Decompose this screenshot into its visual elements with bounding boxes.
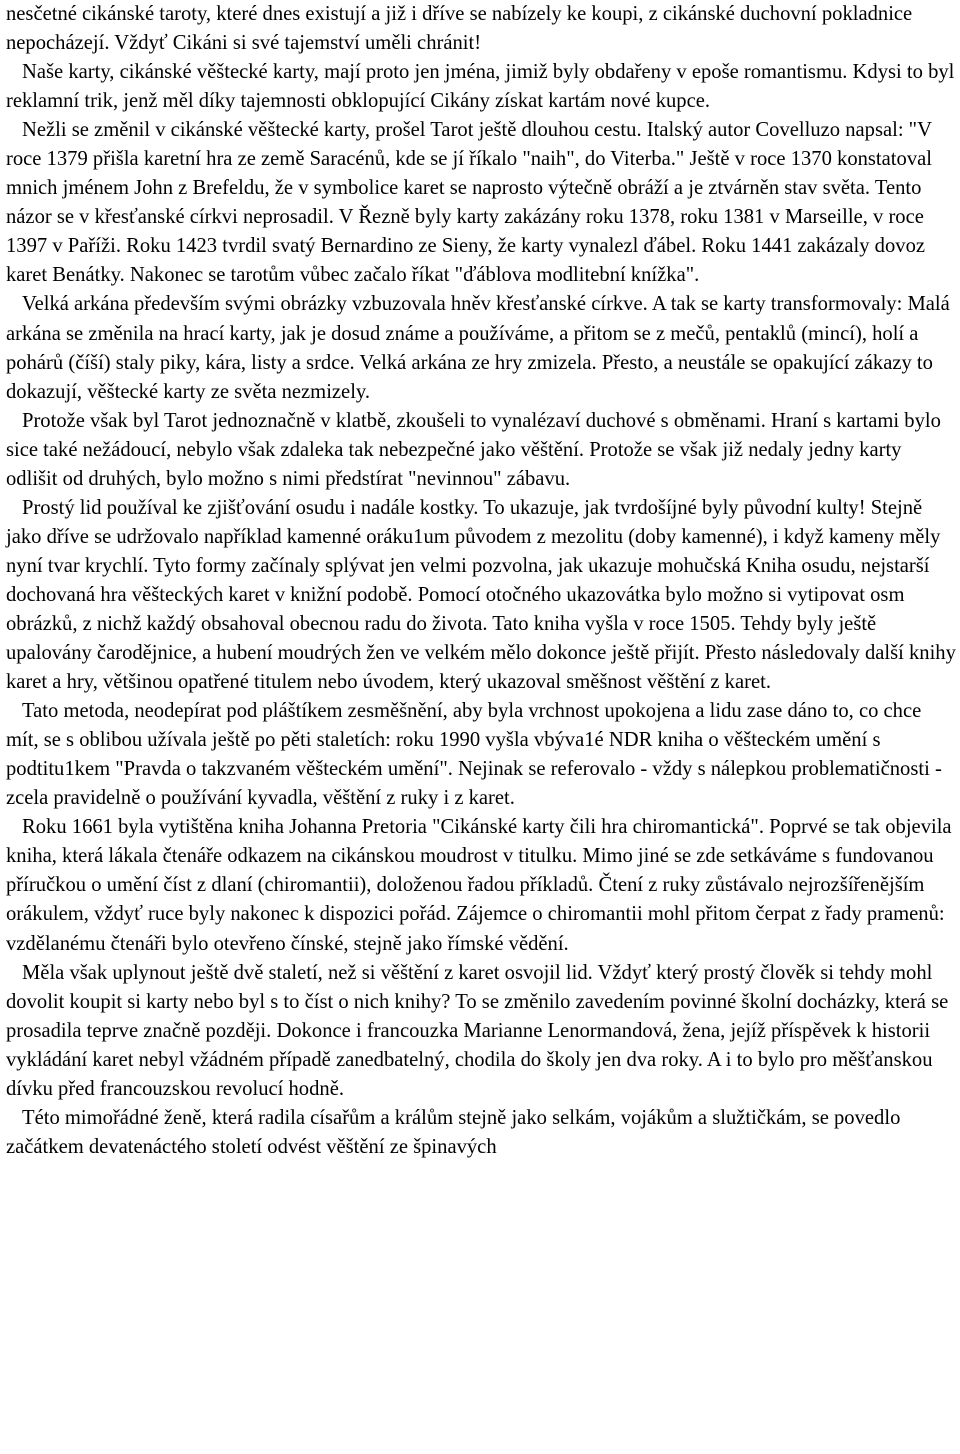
paragraph-4: Velká arkána především svými obrázky vzbuzovala hněv křesťanské církve. A tak se karty transformovaly: Malá arkána se změnila na hrací karty, jak je dosud známe a používáme, a přitom se z mečů, pentaklů (mincí), holí a pohárů (číší) staly piky, kára, listy a srdce. Velká arkána ze hry zmizela. Přesto, a neustále se opakující zákazy to dokazují, věštecké karty ze světa nezmizely. bbox=[6, 293, 950, 403]
paragraph-7: Tato metoda, neodepírat pod pláštíkem zesměšnění, aby byla vrchnost upokojena a lidu zase dáno to, co chce mít, se s oblibou užívala ještě po pěti staletích: roku 1990 vyšla vbýva1é NDR kniha o věšteckém umění s podtitu1kem "Pravda o takzvaném věšteckém umění". Nejinak se referovalo - vždy s nálepkou problematičnosti - zcela pravidelně o používání kyvadla, věštění z ruky i z karet. bbox=[6, 700, 942, 810]
paragraph-9: Měla však uplynout ještě dvě staletí, než si věštění z karet osvojil lid. Vždyť který prostý člověk si tehdy mohl dovolit koupit si karty nebo byl s to číst o nich knihy? To se změnilo zavedením povinné školní docházky, která se prosadila teprve značně později. Dokonce i francouzka Marianne Lenormandová, žena, jejíž příspěvek k historii vykládání karet nebyl vžádném případě zanedbatelný, chodila do školy jen dva roky. A i to bylo pro měšťanskou dívku před francouzskou revolucí hodně. bbox=[6, 961, 949, 1100]
paragraph-1: nesčetné cikánské taroty, které dnes existují a již i dříve se nabízely ke koupi, z cikánské duchovní pokladnice nepocházejí. Vždyť Cikáni si své tajemství uměli chránit! bbox=[6, 3, 913, 55]
paragraph-6: Prostý lid používal ke zjišťování osudu i nadále kostky. To ukazuje, jak tvrdošíjné byly původní kulty! Stejně jako dříve se udržovalo například kamenné oráku1um původem z mezolitu (doby kamenné), i když kameny měly nyní tvar krychlí. Tyto formy začínaly splývat jen velmi pozvolna, jak ukazuje mohučská Kniha osudu, nejstarší dochovaná hra věšteckých karet v knižní podobě. Pomocí otočného ukazovátka bylo možno si vytipovat osm obrázků, z nichž každý obsahoval obecnou radu do života. Tato kniha vyšla v roce 1505. Tehdy byly ještě upalovány čarodějnice, a hubení moudrých žen ve velkém mělo dokonce ještě přijít. Přesto následovaly další knihy karet a hry, většinou opatřené titulem nebo úvodem, který ukazoval směšnost věštění z karet. bbox=[6, 496, 956, 694]
paragraph-2: Naše karty, cikánské věštecké karty, mají proto jen jména, jimiž byly obdařeny v epoše romantismu. Kdysi to byl reklamní trik, jenž měl díky tajemnosti obklopující Cikány získat kartám nové kupce. bbox=[6, 61, 955, 113]
paragraph-5: Protože však byl Tarot jednoznačně v klatbě, zkoušeli to vynalézaví duchové s obměnami. Hraní s kartami bylo sice také nežádoucí, nebylo však zdaleka tak nebezpečné jako věštění. Protože se však již nedaly jedny karty odlišit od druhých, bylo možno s nimi předstírat "nevinnou" zábavu. bbox=[6, 409, 941, 490]
paragraph-8: Roku 1661 byla vytištěna kniha Johanna Pretoria "Cikánské karty čili hra chiromantická". Poprvé se tak objevila kniha, která lákala čtenáře odkazem na cikánskou moudrost v titulku. Mimo jiné se zde setkáváme s fundovanou příručkou o umění číst z dlaní (chiromantii), doloženou řadou příkladů. Čtení z ruky zůstávalo nejrozšířenějším orákulem, vždyť ruce byly nakonec k dispozici pořád. Zájemce o chiromantii mohl přitom čerpat z řady pramenů: vzdělanému čtenáři bylo otevřeno čínské, stejně jako římské vědění. bbox=[6, 816, 952, 955]
paragraph-10: Této mimořádné ženě, která radila císařům a králům stejně jako selkám, vojákům a služtičkám, se povedlo začátkem devatenáctého století odvést věštění ze špinavých bbox=[6, 1106, 901, 1158]
paragraph-3: Nežli se změnil v cikánské věštecké karty, prošel Tarot ještě dlouhou cestu. Italský autor Covelluzo napsal: "V roce 1379 přišla karetní hra ze země Saracénů, kde se jí říkalo "naih", do Viterba." Ještě v roce 1370 konstatoval mnich jménem John z Brefeldu, že v symbolice karet se naprosto výtečně obráží a je ztvárněn stav světa. Tento názor se v křesťanské církvi neprosadil. V Řezně byly karty zakázány roku 1378, roku 1381 v Marseille, v roce 1397 v Paříži. Roku 1423 tvrdil svatý Bernardino ze Sieny, že karty vynalezl ďábel. Roku 1441 zakázaly dovoz karet Benátky. Nakonec se tarotům vůbec začalo říkat "ďáblova modlitební knížka". bbox=[6, 119, 932, 287]
